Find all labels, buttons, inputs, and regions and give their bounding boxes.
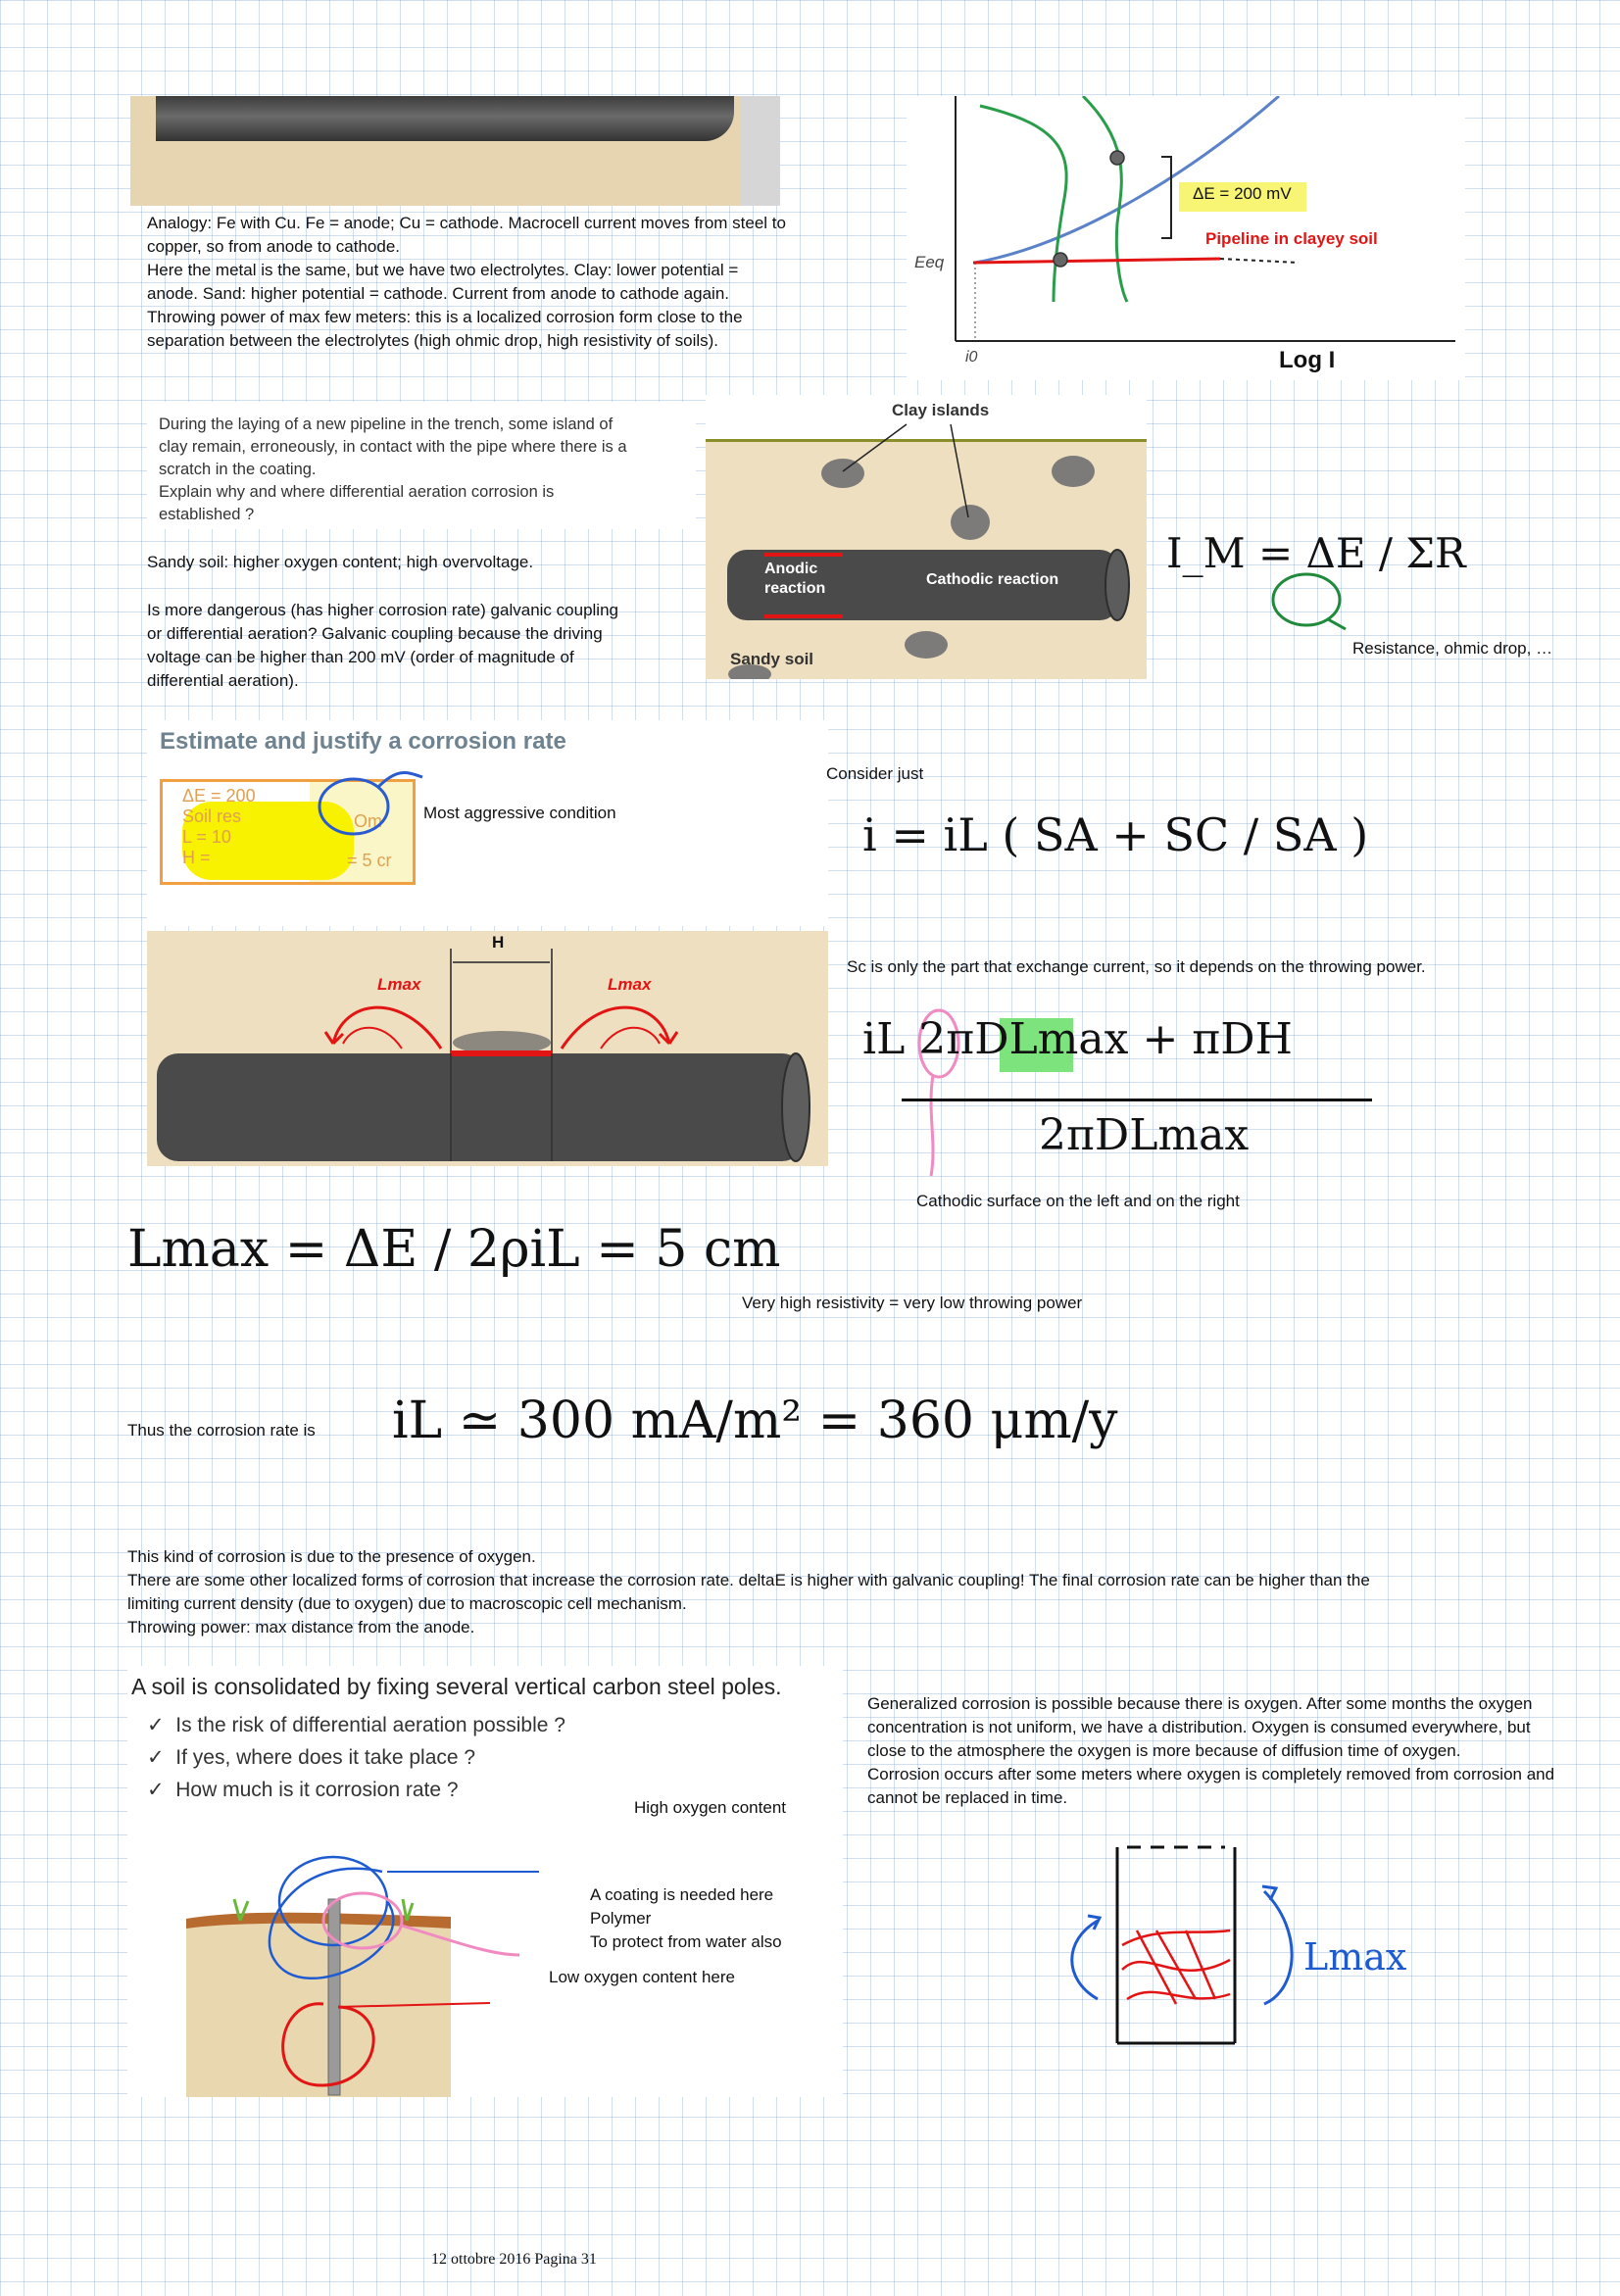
analogy-notes: Analogy: Fe with Cu. Fe = anode; Cu = cathode. Macrocell current moves from steel to copper, so from anode to cathode. Here the metal is the same, but we have two electrolytes. Clay: lower potential = anode. Sand: higher potential = cathode. Current from anode to cathode again. Throwing power of max few meters: this is a localized corrosion form close to the separation between the electrolytes (high ohmic drop, high resistivity of soils). (147, 214, 786, 350)
check-icon: ✓ (147, 1746, 176, 1769)
lmax-sketch: Lmax (1039, 1832, 1480, 2058)
oxygen-notes: This kind of corrosion is due to the presence of oxygen. There are some other localized forms of corrosion that increase the corrosion rate. deltaE is higher with galvanic coupling! The final corrosion rate can be higher than the limiting current density (due to oxygen) due to macroscopic cell mechanism. Throwing power: max distance from the anode. (127, 1547, 1370, 1637)
anodic-reaction-label: Anodic reaction (764, 561, 826, 597)
cathodic-reaction-label: Cathodic reaction (926, 571, 1059, 588)
h-label: H (492, 933, 505, 952)
consider-just: Consider just (826, 764, 924, 783)
poles-panel (127, 1666, 843, 2097)
low-oxygen-label: Low oxygen content here (549, 1968, 735, 1986)
lmax-formula: Lmax = ΔE / 2ρiL = 5 cm (127, 1220, 781, 1279)
lmax-figure (147, 931, 828, 1166)
parameter-box: ΔE = 200 Soil res L = 10 H = Om = 5 cr (160, 779, 416, 885)
most-aggressive-label: Most aggressive condition (423, 804, 616, 822)
clay-question: During the laying of a new pipeline in the trench, some island of clay remain, erroneously, in contact with the pipe where there is a scratch in the coating. Explain why and where differential aeration corrosion is established ? (147, 402, 696, 529)
corrosion-rate-panel (147, 720, 828, 926)
pipe (156, 96, 734, 141)
fraction-formula: iL 2πDLmax + πDH 2πDLmax (862, 1004, 1411, 1191)
bullet-item: ✓ How much is it corrosion rate ? (147, 1779, 459, 1801)
high-oxygen-label: High oxygen content (634, 1798, 786, 1817)
sandy-soil-label: Sandy soil (730, 650, 814, 668)
lmax-left-label: Lmax (377, 975, 421, 994)
poles-bullets (147, 1709, 565, 1806)
page-footer: 12 ottobre 2016 Pagina 31 (431, 2251, 597, 2268)
sandy-note: Sandy soil: higher oxygen content; high overvoltage. (147, 553, 534, 571)
bullet-item: ✓ Is the risk of differential aeration possible ? (147, 1714, 565, 1736)
check-icon: ✓ (147, 1714, 176, 1736)
corrosion-rate-title: Estimate and justify a corrosion rate (160, 728, 566, 755)
evans-diagram (907, 96, 1465, 380)
check-icon: ✓ (147, 1779, 176, 1801)
ohmic-circle-icon (1269, 568, 1348, 637)
clay-islands-figure (706, 395, 1147, 679)
resistivity-note: Very high resistivity = very low throwing power (742, 1294, 1083, 1312)
cathodic-note: Cathodic surface on the left and on the right (916, 1192, 1240, 1210)
sc-note: Sc is only the part that exchange current, so it depends on the throwing power. (847, 957, 1426, 976)
poles-title: A soil is consolidated by fixing several vertical carbon steel poles. (131, 1674, 782, 1699)
bullet-item: ✓ If yes, where does it take place ? (147, 1746, 476, 1769)
rate-value-formula: iL ≃ 300 mA/m² = 360 μm/y (392, 1392, 1118, 1450)
aggressive-circle-icon (310, 757, 427, 836)
pipe-sand-figure (130, 96, 780, 206)
pipeline-label: Pipeline in clayey soil (1205, 229, 1378, 248)
resistance-note: Resistance, ohmic drop, … (1352, 639, 1553, 658)
x-axis-label: Log I (1279, 347, 1336, 373)
current-formula: I_M = ΔE / ΣR (1166, 529, 1466, 577)
generalized-note: Generalized corrosion is possible because there is oxygen. After some months the oxygen concentration is not uniform, we have a distribution. Oxygen is consumed everywhere, but close to the atmosphere the oxygen is more because of diffusion time of oxygen. Corrosion occurs after some meters where oxygen is completely removed from corrosion and cannot be replaced in time. (867, 1694, 1555, 1807)
galvanic-note: Is more dangerous (has higher corrosion rate) galvanic coupling or differential aeration? Galvanic coupling because the driving voltage can be higher than 200 mV (order of magnitude of differential aeration). (147, 601, 618, 690)
delta-e-label: ΔE = 200 mV (1193, 184, 1292, 203)
clay-islands-label: Clay islands (892, 401, 990, 419)
coating-note: A coating is needed here Polymer To protect from water also (590, 1885, 782, 1951)
rate-formula: i = iL ( SA + SC / SA ) (862, 808, 1369, 861)
thus-note: Thus the corrosion rate is (127, 1421, 316, 1440)
lmax-right-label: Lmax (608, 975, 652, 994)
eeq-label: Eeq (914, 253, 945, 271)
i0-label: i0 (965, 349, 978, 366)
